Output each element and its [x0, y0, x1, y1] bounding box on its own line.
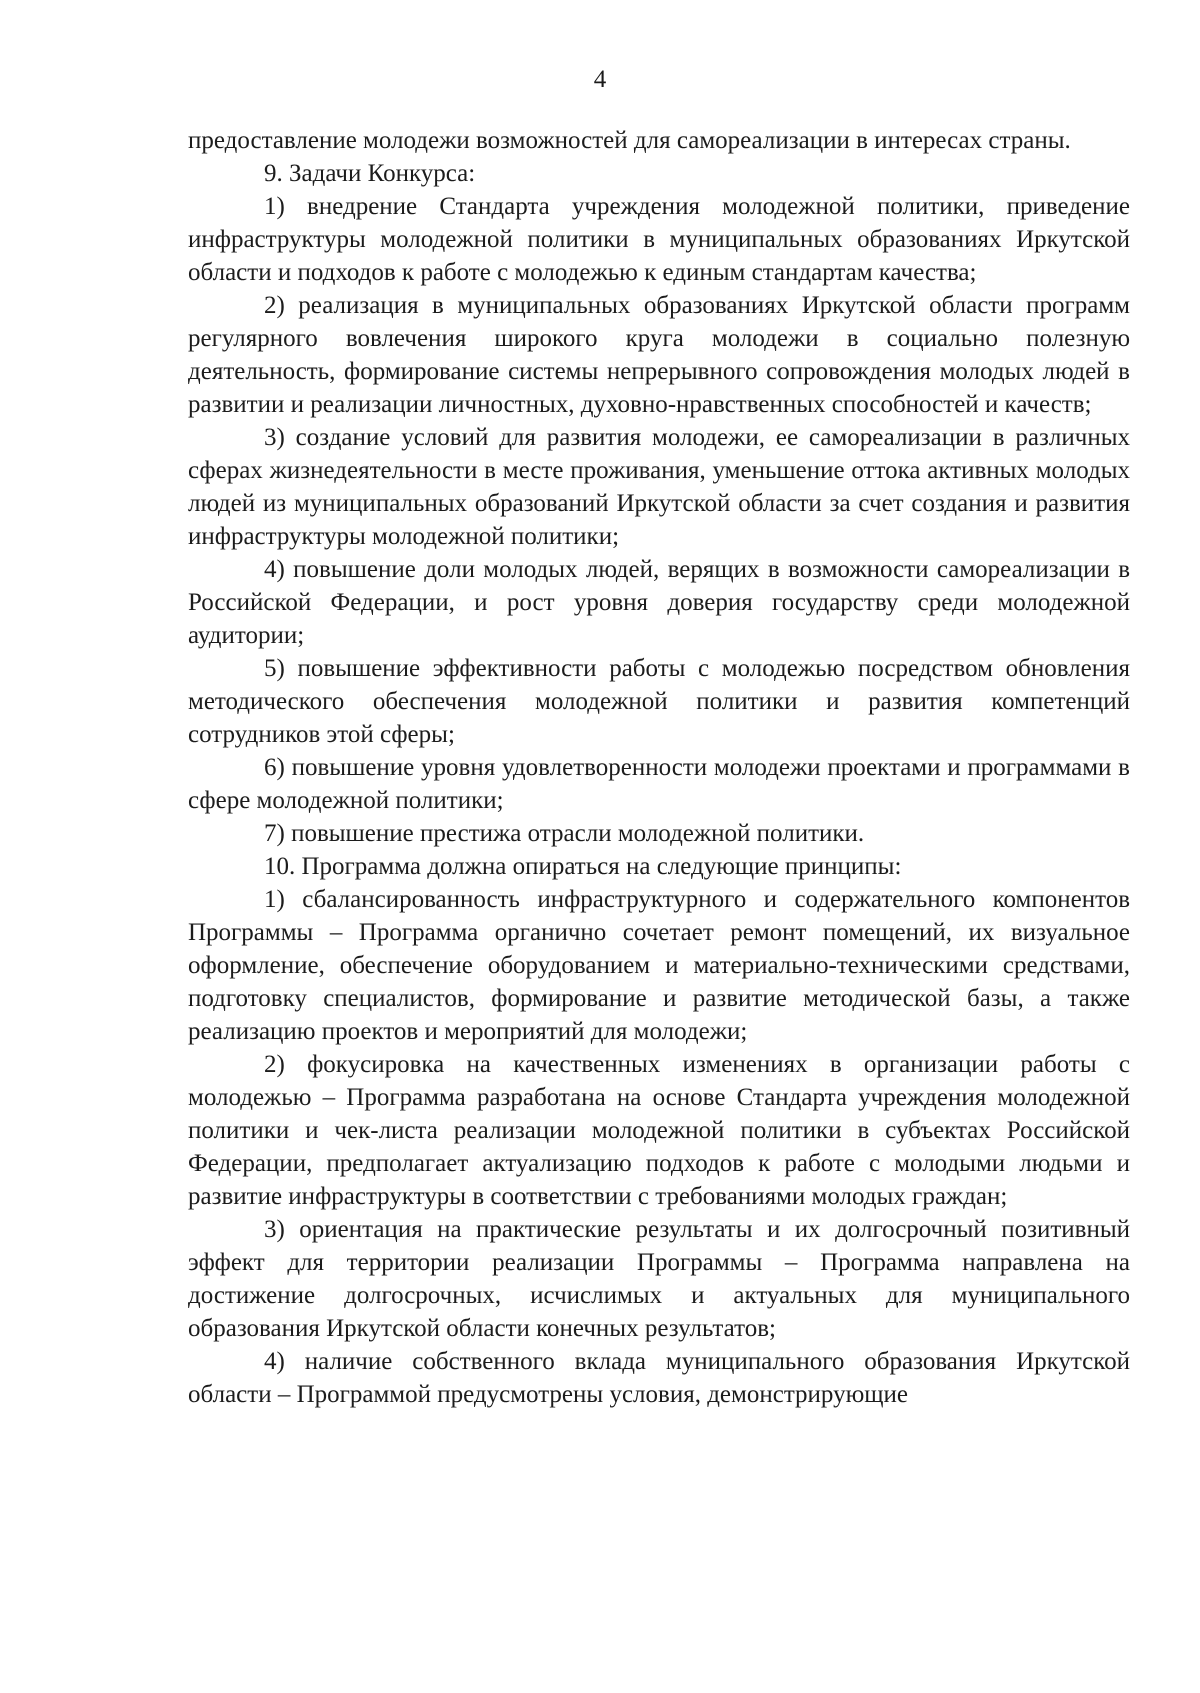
principle-item-4: 4) наличие собственного вклада муниципального образования Иркутской области – Программой предусмотрены условия, демонстрирующие [188, 1348, 1130, 1408]
task-item-7: 7) повышение престижа отрасли молодежной политики. [264, 820, 865, 847]
document-body [188, 124, 1130, 1411]
principle-item-2: 2) фокусировка на качественных изменениях в организации работы с молодежью – Программа разработана на основе Стандарта учреждения молодежной политики и чек-листа реализации молодежной политики в субъектах Российской Федерации, предполагает актуализацию подходов к работе с молодыми людьми и развитие инфраструктуры в соответствии с требованиями молодых граждан; [188, 1051, 1130, 1210]
task-item-1: 1) внедрение Стандарта учреждения молодежной политики, приведение инфраструктуры молодежной политики в муниципальных образованиях Иркутской области и подходов к работе с молодежью к единым стандартам качества; [188, 193, 1130, 286]
task-item-6: 6) повышение уровня удовлетворенности молодежи проектами и программами в сфере молодежной политики; [188, 754, 1130, 814]
task-item-5: 5) повышение эффективности работы с молодежью посредством обновления методического обеспечения молодежной политики и развития компетенций сотрудников этой сферы; [188, 655, 1130, 748]
task-item-3: 3) создание условий для развития молодежи, ее самореализации в различных сферах жизнедеятельности в месте проживания, уменьшение оттока активных молодых людей из муниципальных образований Иркутской области за счет создания и развития инфраструктуры молодежной политики; [188, 424, 1130, 550]
section-heading-principles: 10. Программа должна опираться на следующие принципы: [264, 853, 902, 880]
page-number: 4 [593, 66, 607, 93]
principle-item-3: 3) ориентация на практические результаты и их долгосрочный позитивный эффект для территории реализации Программы – Программа направлена на достижение долгосрочных, исчислимых и актуальных для муниципального образования Иркутской области конечных результатов; [188, 1216, 1130, 1342]
task-item-2: 2) реализация в муниципальных образованиях Иркутской области программ регулярного вовлечения широкого круга молодежи в социально полезную деятельность, формирование системы непрерывного сопровождения молодых людей в развитии и реализации личностных, духовно-нравственных способностей и качеств; [188, 292, 1130, 418]
paragraph-continuation: предоставление молодежи возможностей для самореализации в интересах страны. [188, 127, 1071, 154]
task-item-4: 4) повышение доли молодых людей, верящих в возможности самореализации в Российской Федерации, и рост уровня доверия государству среди молодежной аудитории; [188, 556, 1130, 649]
section-heading-tasks: 9. Задачи Конкурса: [264, 160, 476, 187]
principle-item-1: 1) сбалансированность инфраструктурного и содержательного компонентов Программы – Программа органично сочетает ремонт помещений, их визуальное оформление, обеспечение оборудованием и материально-техническими средствами, подготовку специалистов, формирование и развитие методической базы, а также реализацию проектов и мероприятий для молодежи; [188, 886, 1130, 1045]
